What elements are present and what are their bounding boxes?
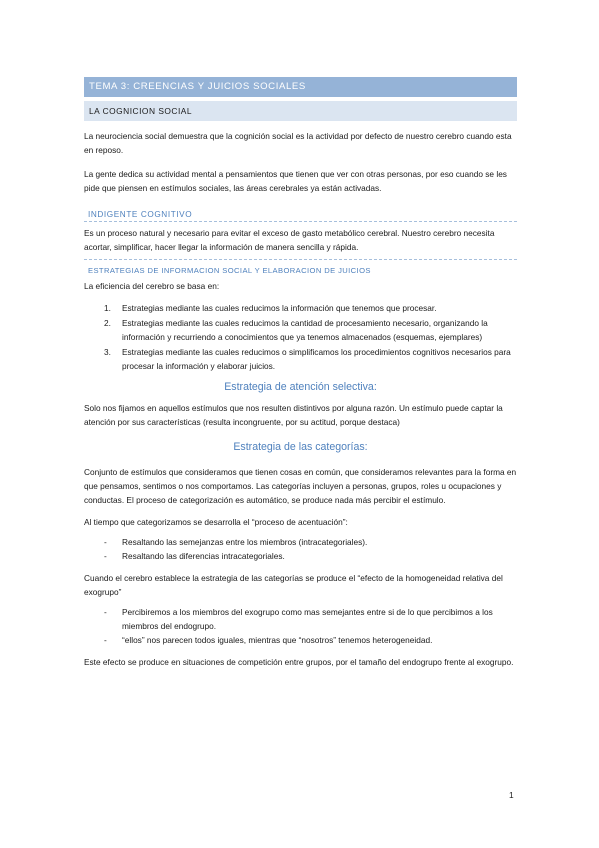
list-item (84, 605, 517, 633)
dash-marker: - (104, 635, 107, 645)
paragraph-indigente: Es un proceso natural y necesario para evitar el exceso de gasto metabólico cerebral. Nuestro cerebro necesita acortar, simplificar, hacer llegar la información de manera sencilla y rápida. (84, 228, 495, 252)
list-item (84, 345, 517, 373)
list-item (84, 316, 517, 344)
paragraph-neurociencia: La neurociencia social demuestra que la cognición social es la actividad por defecto de nuestro cerebro cuando esta en reposo. (84, 131, 512, 155)
heading-indigente-cognitivo: INDIGENTE COGNITIVO (84, 210, 517, 222)
heading-atencion-selectiva: Estrategia de atención selectiva: (224, 381, 377, 393)
paragraph-homogeneidad: Cuando el cerebro establece la estrategia de las categorías se produce el “efecto de la homogeneidad relativa del exogrupo” (84, 573, 503, 597)
paragraph-eficiencia: La eficiencia del cerebro se basa en: (84, 281, 220, 291)
list-text: Estrategias mediante las cuales reducimos la cantidad de procesamiento necesario, organizando la información y recurriendo a conocimientos que ya tenemos almacenados (esquemas, ejemplares) (122, 318, 488, 342)
list-text: Estrategias mediante las cuales reducimos o simplificamos los procedimientos cognitivos necesarios para procesar la información y elaborar juicios. (122, 347, 511, 371)
paragraph-categorias: Conjunto de estímulos que consideramos que tienen cosas en común, que consideramos relevantes para la forma en que pensamos, sentimos o nos comportamos. Las categorías incluyen a personas, grupos, roles u ocupaciones y conductas. El proceso de categorización es automático, se produce nada más percibir el estímulo. (84, 467, 517, 505)
list-item (84, 633, 517, 647)
section-divider (84, 259, 517, 260)
list-item (84, 535, 517, 549)
list-text: Resaltando las diferencias intracategoriales. (122, 551, 285, 561)
list-number: 3. (104, 347, 111, 357)
list-text: Estrategias mediante las cuales reducimos la información que tenemos que procesar. (122, 303, 437, 313)
list-number: 1. (104, 303, 111, 313)
paragraph-atencion: Solo nos fijamos en aquellos estímulos que nos resulten distintivos por alguna razón. Un estímulo puede captar la atención por sus características (resulta incongruente, por su actitud, porque destaca) (84, 403, 503, 427)
list-number: 2. (104, 318, 111, 328)
list-item (84, 549, 517, 563)
bullet-list-acentuacion (84, 535, 517, 563)
paragraph-actividad-mental: La gente dedica su actividad mental a pensamientos que tienen que ver con otras personas, por eso cuando se les pide que piensen en estímulos sociales, las áreas cerebrales ya están activadas. (84, 169, 507, 193)
paragraph-competicion: Este efecto se produce en situaciones de competición entre grupos, por el tamaño del endogrupo frente al exogrupo. (84, 657, 514, 667)
paragraph-acentuacion: Al tiempo que categorizamos se desarrolla el “proceso de acentuación”: (84, 517, 348, 527)
page-content (84, 77, 517, 669)
heading-categorias: Estrategia de las categorías: (233, 441, 368, 453)
list-text: Resaltando las semejanzas entre los miembros (intracategoriales). (122, 537, 368, 547)
section-title: LA COGNICION SOCIAL (84, 101, 517, 121)
dash-marker: - (104, 551, 107, 561)
chapter-title: TEMA 3: CREENCIAS Y JUICIOS SOCIALES (84, 77, 517, 97)
numbered-list (84, 301, 517, 373)
list-item (84, 301, 517, 315)
list-text: Percibiremos a los miembros del exogrupo como mas semejantes entre si de lo que percibimos a los miembros del endogrupo. (122, 607, 493, 631)
dash-marker: - (104, 607, 107, 617)
list-text: “ellos” nos parecen todos iguales, mientras que “nosotros” tenemos heterogeneidad. (122, 635, 433, 645)
heading-estrategias: ESTRATEGIAS DE INFORMACION SOCIAL Y ELABORACION DE JUICIOS (88, 266, 371, 275)
bullet-list-exogrupo (84, 605, 517, 647)
dash-marker: - (104, 537, 107, 547)
page-number: 1 (509, 790, 514, 800)
